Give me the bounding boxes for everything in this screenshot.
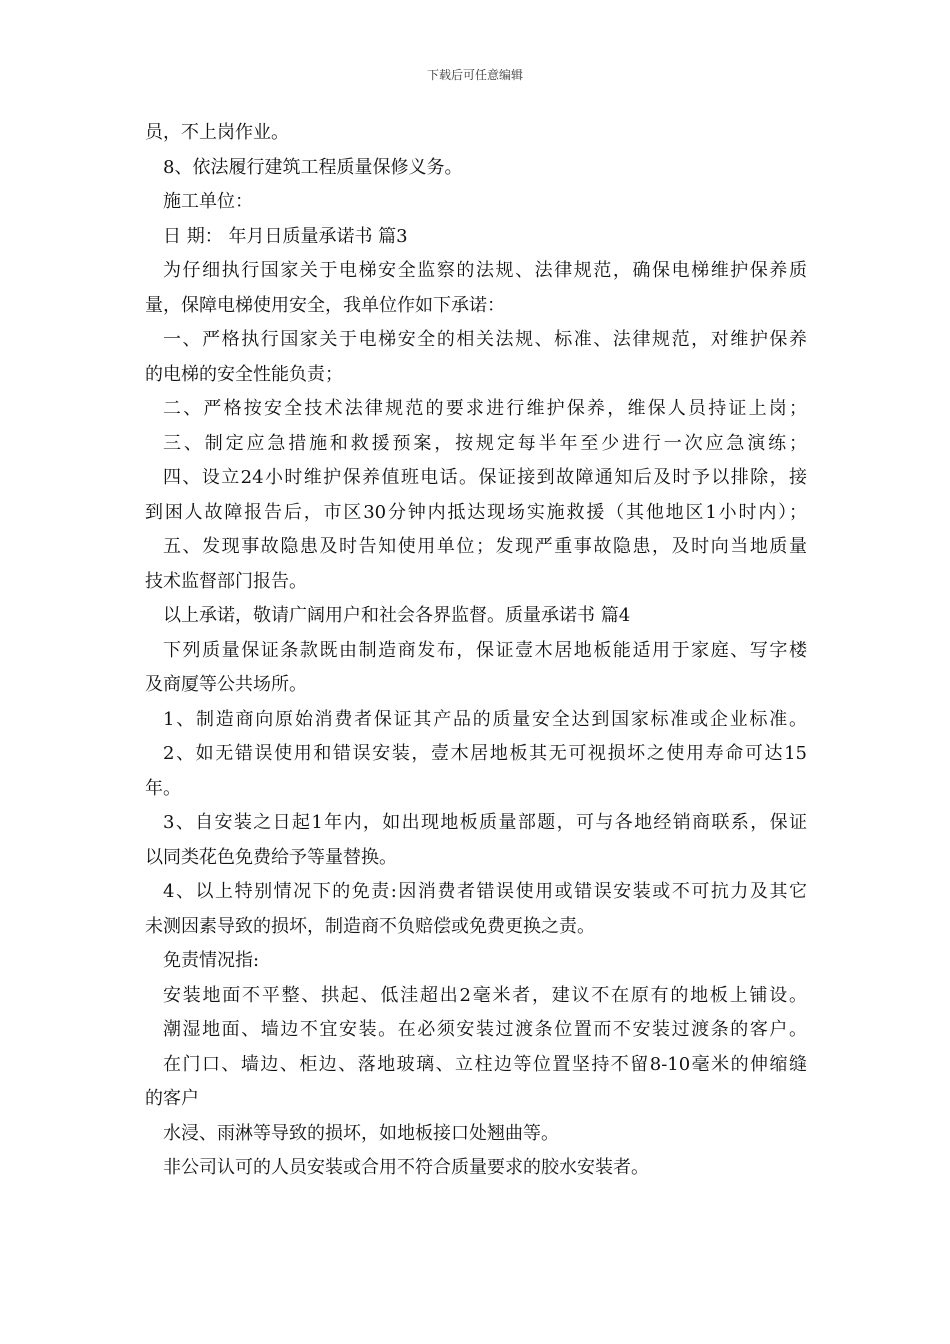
text-line: 四、设立24小时维护保养值班电话。保证接到故障通知后及时予以排除，接	[163, 467, 807, 488]
text-line: 员，不上岗作业。	[145, 122, 289, 143]
text-line: 的客户	[145, 1088, 199, 1109]
text-line: 4、以上特别情况下的免责:因消费者错误使用或错误安装或不可抗力及其它	[163, 881, 807, 902]
text-line: 为仔细执行国家关于电梯安全监察的法规、法律规范，确保电梯维护保养质	[163, 260, 807, 281]
text-line: 及商厦等公共场所。	[145, 674, 307, 695]
text-line: 潮湿地面、墙边不宜安装。在必须安装过渡条位置而不安装过渡条的客户。	[163, 1019, 807, 1040]
document-body	[145, 116, 807, 1186]
text-line: 1、制造商向原始消费者保证其产品的质量安全达到国家标准或企业标准。	[163, 708, 807, 730]
text-line: 2、如无错误使用和错误安装，壹木居地板其无可视损坏之使用寿命可达15	[163, 743, 807, 764]
text-line: 施工单位：	[163, 191, 253, 212]
text-line: 未测因素导致的损坏，制造商不负赔偿或免费更换之责。	[145, 915, 595, 937]
text-line: 年。	[145, 777, 181, 799]
text-line: 五、发现事故隐患及时告知使用单位；发现严重事故隐患，及时向当地质量	[163, 536, 807, 557]
text-line: 技术监督部门报告。	[145, 570, 307, 592]
text-line: 以上承诺，敬请广阔用户和社会各界监督。质量承诺书 篇4	[163, 605, 631, 626]
text-line: 日 期： 年月日质量承诺书 篇3	[163, 225, 408, 247]
text-line: 一、严格执行国家关于电梯安全的相关法规、标准、法律规范，对维护保养	[163, 329, 807, 350]
text-line: 8、依法履行建筑工程质量保修义务。	[163, 156, 463, 178]
page-header: 下载后可任意编辑	[426, 68, 523, 82]
text-line: 的电梯的安全性能负责；	[145, 363, 343, 385]
text-line: 三、制定应急措施和救援预案，按规定每半年至少进行一次应急演练；	[163, 432, 807, 454]
text-line: 下列质量保证条款既由制造商发布，保证壹木居地板能适用于家庭、写字楼	[163, 639, 807, 661]
text-line: 以同类花色免费给予等量替换。	[145, 846, 397, 868]
text-line: 在门口、墙边、柜边、落地玻璃、立柱边等位置坚持不留8-10毫米的伸缩缝	[163, 1053, 807, 1075]
text-line: 到困人故障报告后，市区30分钟内抵达现场实施救援（其他地区1小时内）；	[145, 501, 807, 523]
text-line: 非公司认可的人员安装或合用不符合质量要求的胶水安装者。	[163, 1157, 649, 1178]
text-line: 水浸、雨淋等导致的损坏，如地板接口处翘曲等。	[163, 1122, 559, 1144]
text-line: 安装地面不平整、拱起、低洼超出2毫米者，建议不在原有的地板上铺设。	[163, 984, 807, 1006]
text-line: 量，保障电梯使用安全，我单位作如下承诺：	[145, 294, 505, 316]
text-line: 二、严格按安全技术法律规范的要求进行维护保养，维保人员持证上岗；	[163, 398, 807, 419]
text-line: 3、自安装之日起1年内，如出现地板质量部题，可与各地经销商联系，保证	[163, 812, 807, 833]
text-line: 免责情况指:	[163, 950, 260, 971]
